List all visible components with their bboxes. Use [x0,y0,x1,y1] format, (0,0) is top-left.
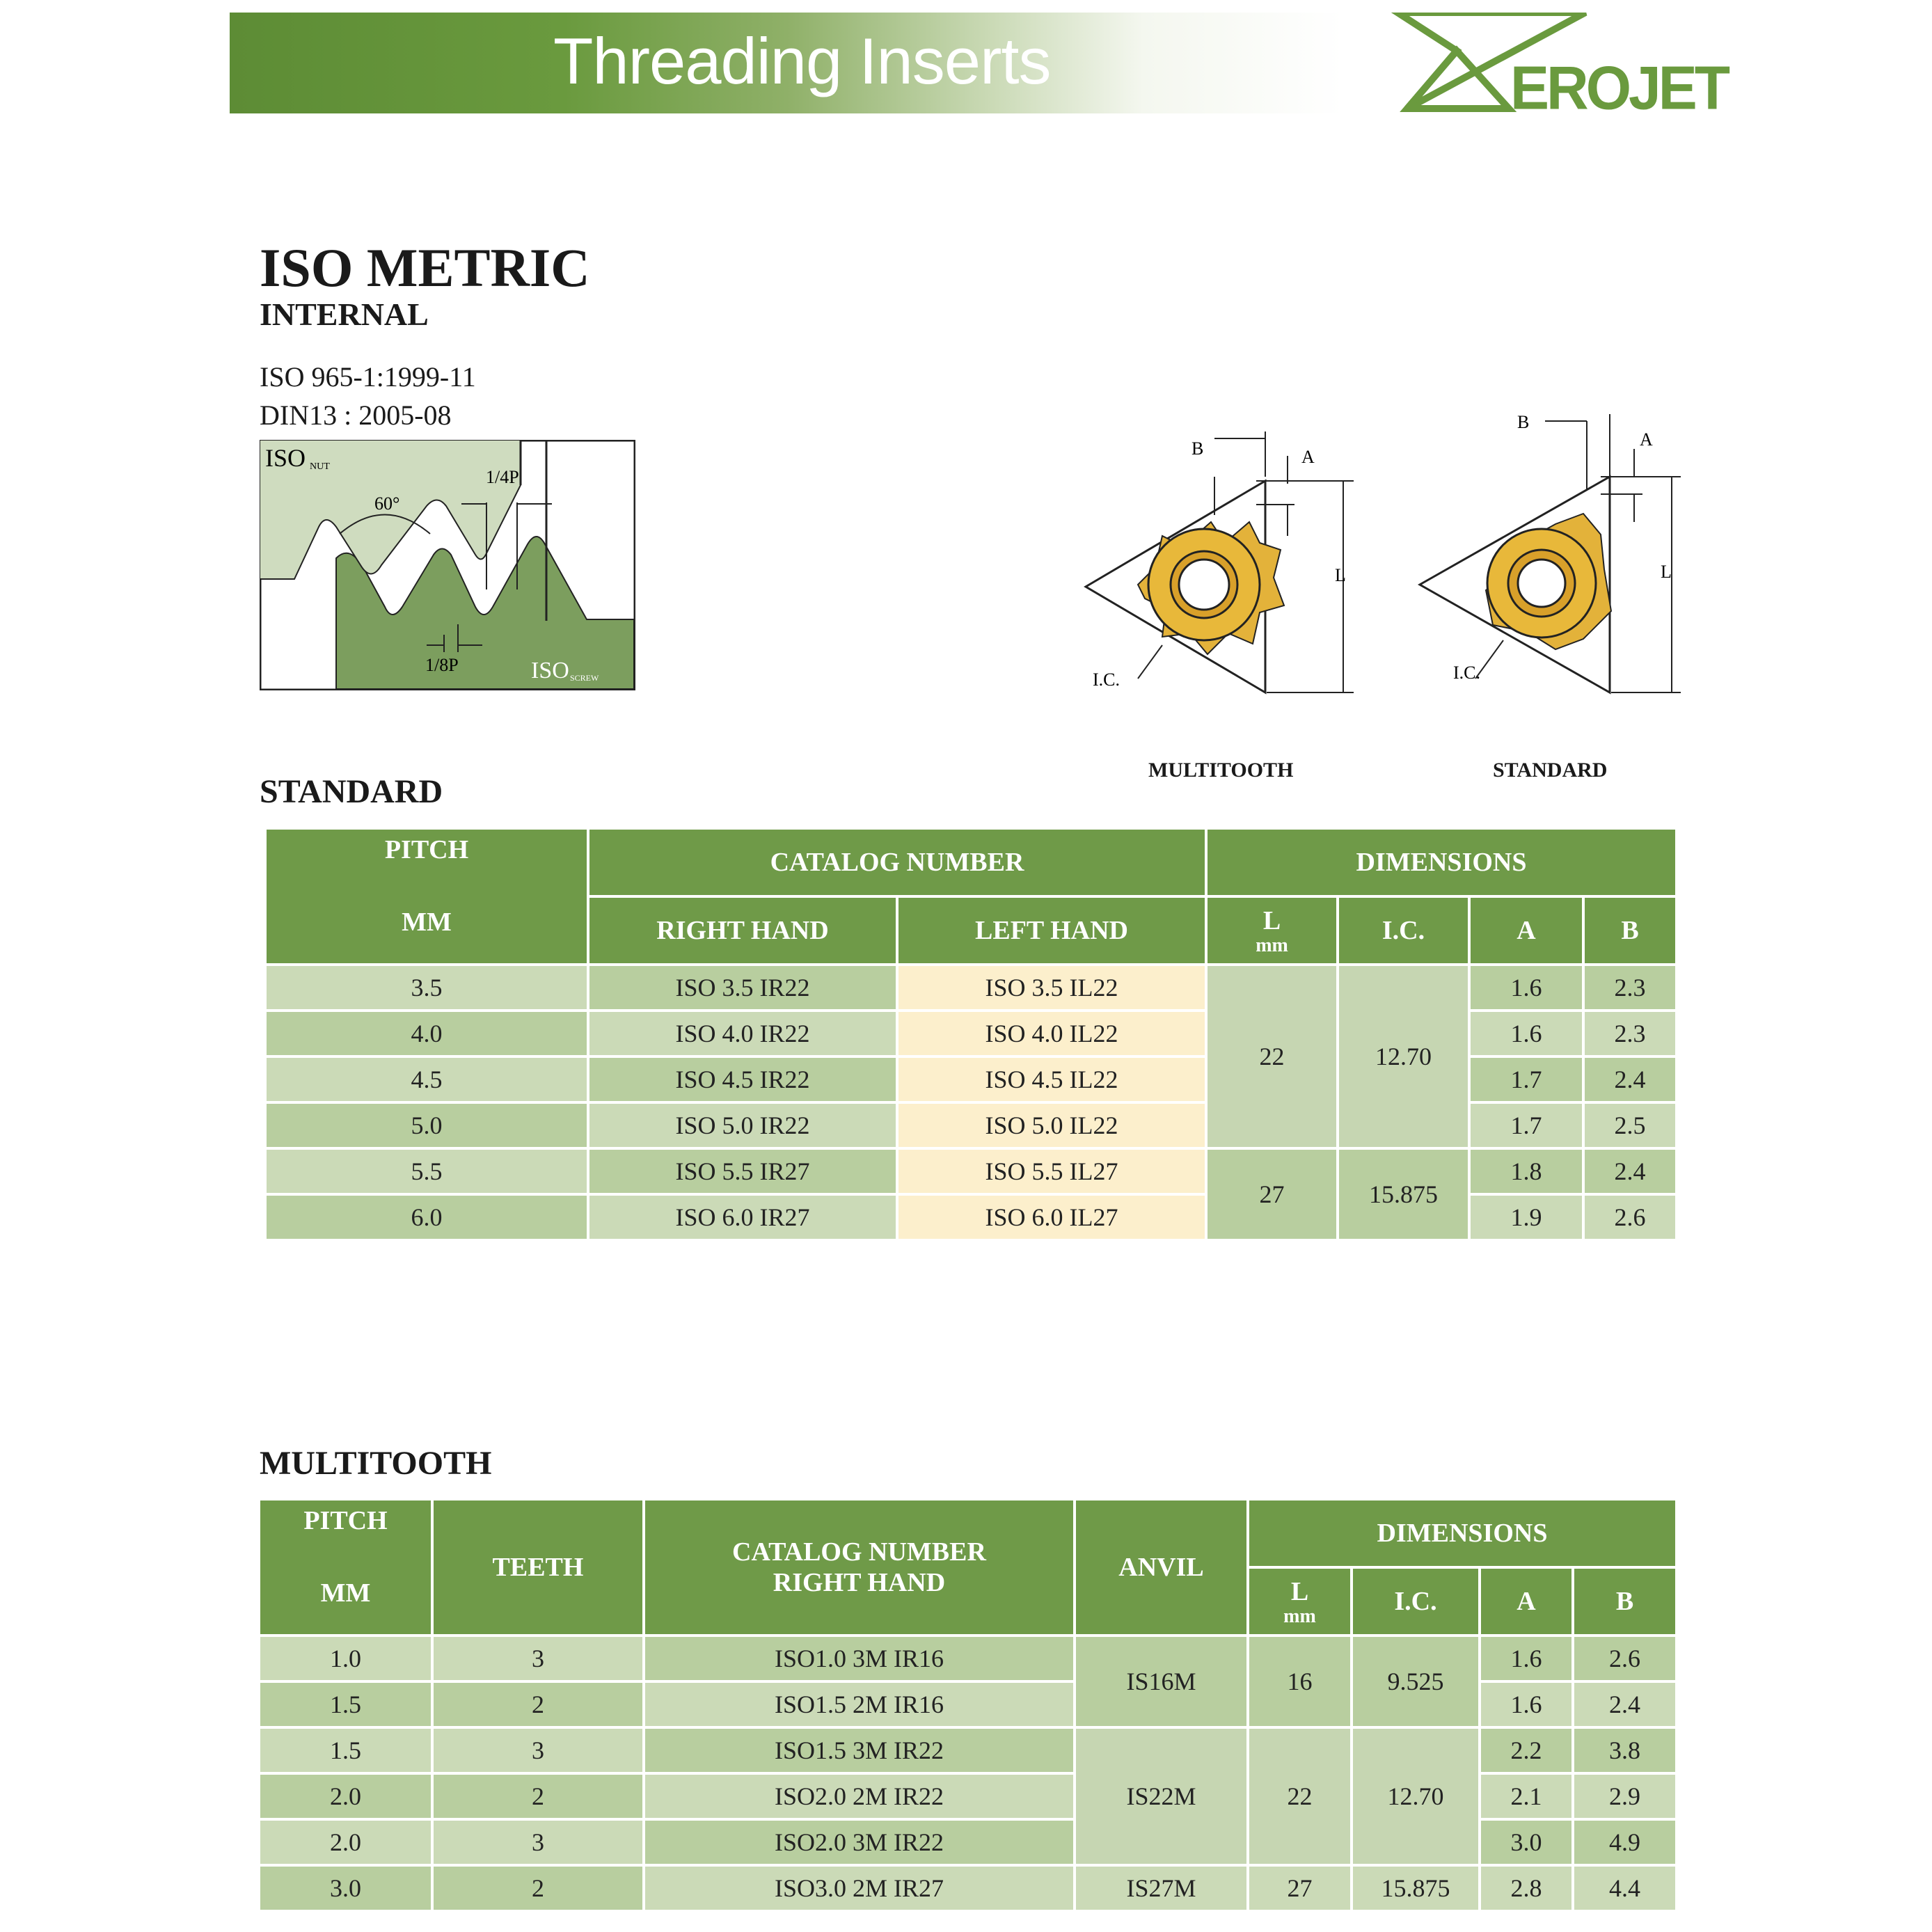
cell-pitch: 1.5 [260,1729,431,1772]
cell-left: ISO 5.0 IL22 [898,1104,1205,1147]
dim-a-label: A [1640,429,1653,450]
cell-a: 3.0 [1481,1821,1571,1864]
col-l-unit: mm [1283,1606,1316,1627]
col-pitch-label: PITCH [303,1506,388,1535]
cell-ic: 15.875 [1353,1867,1478,1910]
cell-l: 16 [1249,1637,1350,1726]
brand-logo-text: EROJET [1510,53,1728,122]
nut-sub-label: NUT [310,461,330,472]
cell-a: 2.1 [1481,1775,1571,1818]
cell-l: 22 [1249,1729,1350,1864]
eighth-pitch-label: 1/8P [425,655,459,675]
angle-label: 60° [374,493,400,514]
col-l [1208,898,1336,963]
cell-pitch: 5.5 [267,1150,587,1193]
col-dimensions: DIMENSIONS [1208,830,1675,895]
col-l-unit: mm [1256,935,1288,956]
cell-b: 2.4 [1585,1150,1675,1193]
cell-a: 1.6 [1471,966,1582,1009]
col-pitch [267,830,587,963]
cell-pitch: 1.0 [260,1637,431,1680]
cell-a: 1.9 [1471,1196,1582,1239]
standard-ref-2: DIN13 : 2005-08 [260,399,452,431]
screw-sub-label: SCREW [570,673,599,683]
table-row [267,1150,1675,1193]
col-catalog: CATALOG NUMBER [589,830,1205,895]
multitooth-insert-diagram [1072,428,1371,706]
dim-l-label: L [1661,562,1672,582]
multitooth-caption: MULTITOOTH [1148,759,1294,782]
cell-a: 2.8 [1481,1867,1571,1910]
dim-ic-label: I.C. [1453,663,1480,683]
cell-pitch: 3.0 [260,1867,431,1910]
quarter-pitch-label: 1/4P [486,467,519,487]
col-pitch-unit: MM [402,908,452,937]
cell-catalog: ISO3.0 2M IR27 [645,1867,1073,1910]
cell-a: 1.7 [1471,1104,1582,1147]
col-b: B [1574,1569,1675,1634]
cell-a: 1.7 [1471,1058,1582,1101]
col-dimensions: DIMENSIONS [1249,1501,1675,1566]
cell-right: ISO 6.0 IR27 [589,1196,896,1239]
standard-ref-1: ISO 965-1:1999-11 [260,361,476,393]
cell-right: ISO 4.0 IR22 [589,1012,896,1055]
col-pitch-unit: MM [320,1578,371,1608]
col-l-label: L [1290,1577,1309,1606]
cell-pitch: 2.0 [260,1821,431,1864]
col-right-hand: RIGHT HAND [589,898,896,963]
cell-b: 2.3 [1585,1012,1675,1055]
cell-l: 27 [1249,1867,1350,1910]
dim-b-label: B [1517,412,1530,432]
cell-b: 2.4 [1585,1058,1675,1101]
thread-profile-diagram [260,440,635,690]
cell-ic: 12.70 [1353,1729,1478,1864]
cell-teeth: 2 [434,1775,642,1818]
cell-b: 3.8 [1574,1729,1675,1772]
cell-right: ISO 3.5 IR22 [589,966,896,1009]
col-l-label: L [1262,906,1281,935]
cell-left: ISO 3.5 IL22 [898,966,1205,1009]
section-subtitle: INTERNAL [260,296,429,332]
cell-a: 1.6 [1481,1637,1571,1680]
standard-table [264,827,1678,1242]
standard-section-title: STANDARD [260,773,443,810]
cell-pitch: 1.5 [260,1683,431,1726]
col-l [1249,1569,1350,1634]
col-catalog-label-2: RIGHT HAND [773,1568,946,1597]
cell-catalog: ISO1.5 3M IR22 [645,1729,1073,1772]
cell-b: 2.5 [1585,1104,1675,1147]
page-title: Threading Inserts [553,24,1051,97]
table-row [260,1637,1675,1680]
cell-anvil: IS27M [1076,1867,1246,1910]
cell-anvil: IS22M [1076,1729,1246,1864]
cell-left: ISO 6.0 IL27 [898,1196,1205,1239]
cell-pitch: 2.0 [260,1775,431,1818]
multitooth-section-title: MULTITOOTH [260,1445,492,1482]
cell-a: 2.2 [1481,1729,1571,1772]
col-catalog-label: CATALOG NUMBER [732,1537,986,1567]
cell-right: ISO 5.5 IR27 [589,1150,896,1193]
section-title: ISO METRIC [260,237,590,298]
cell-l: 27 [1208,1150,1336,1239]
col-teeth: TEETH [434,1501,642,1634]
cell-pitch: 4.0 [267,1012,587,1055]
dim-ic-label: I.C. [1093,670,1120,690]
screw-label: ISO [531,658,569,683]
dim-l-label: L [1335,565,1346,585]
cell-b: 4.9 [1574,1821,1675,1864]
cell-left: ISO 5.5 IL27 [898,1150,1205,1193]
cell-teeth: 2 [434,1683,642,1726]
cell-left: ISO 4.5 IL22 [898,1058,1205,1101]
standard-insert-diagram [1406,411,1698,703]
cell-catalog: ISO2.0 2M IR22 [645,1775,1073,1818]
cell-b: 4.4 [1574,1867,1675,1910]
cell-teeth: 3 [434,1637,642,1680]
col-a: A [1481,1569,1571,1634]
col-ic: I.C. [1339,898,1468,963]
dim-a-label: A [1301,447,1315,467]
multitooth-table [258,1498,1678,1913]
nut-label: ISO [265,444,306,472]
col-a: A [1471,898,1582,963]
col-left-hand: LEFT HAND [898,898,1205,963]
cell-pitch: 3.5 [267,966,587,1009]
cell-b: 2.4 [1574,1683,1675,1726]
cell-catalog: ISO1.0 3M IR16 [645,1637,1073,1680]
cell-b: 2.6 [1574,1637,1675,1680]
cell-a: 1.6 [1471,1012,1582,1055]
col-b: B [1585,898,1675,963]
cell-l: 22 [1208,966,1336,1147]
cell-a: 1.8 [1471,1150,1582,1193]
cell-b: 2.3 [1585,966,1675,1009]
cell-teeth: 3 [434,1729,642,1772]
cell-pitch: 4.5 [267,1058,587,1101]
cell-left: ISO 4.0 IL22 [898,1012,1205,1055]
table-row [267,966,1675,1009]
cell-right: ISO 5.0 IR22 [589,1104,896,1147]
cell-teeth: 3 [434,1821,642,1864]
standard-caption: STANDARD [1493,759,1608,782]
col-catalog [645,1501,1073,1634]
cell-b: 2.6 [1585,1196,1675,1239]
cell-catalog: ISO1.5 2M IR16 [645,1683,1073,1726]
cell-pitch: 5.0 [267,1104,587,1147]
col-anvil: ANVIL [1076,1501,1246,1634]
cell-catalog: ISO2.0 3M IR22 [645,1821,1073,1864]
cell-anvil: IS16M [1076,1637,1246,1726]
table-row [260,1729,1675,1772]
cell-right: ISO 4.5 IR22 [589,1058,896,1101]
col-pitch [260,1501,431,1634]
cell-ic: 9.525 [1353,1637,1478,1726]
col-pitch-label: PITCH [384,835,469,864]
dim-b-label: B [1191,438,1204,459]
cell-pitch: 6.0 [267,1196,587,1239]
table-row [260,1867,1675,1910]
cell-ic: 15.875 [1339,1150,1468,1239]
cell-a: 1.6 [1481,1683,1571,1726]
cell-teeth: 2 [434,1867,642,1910]
col-ic: I.C. [1353,1569,1478,1634]
cell-ic: 12.70 [1339,966,1468,1147]
cell-b: 2.9 [1574,1775,1675,1818]
